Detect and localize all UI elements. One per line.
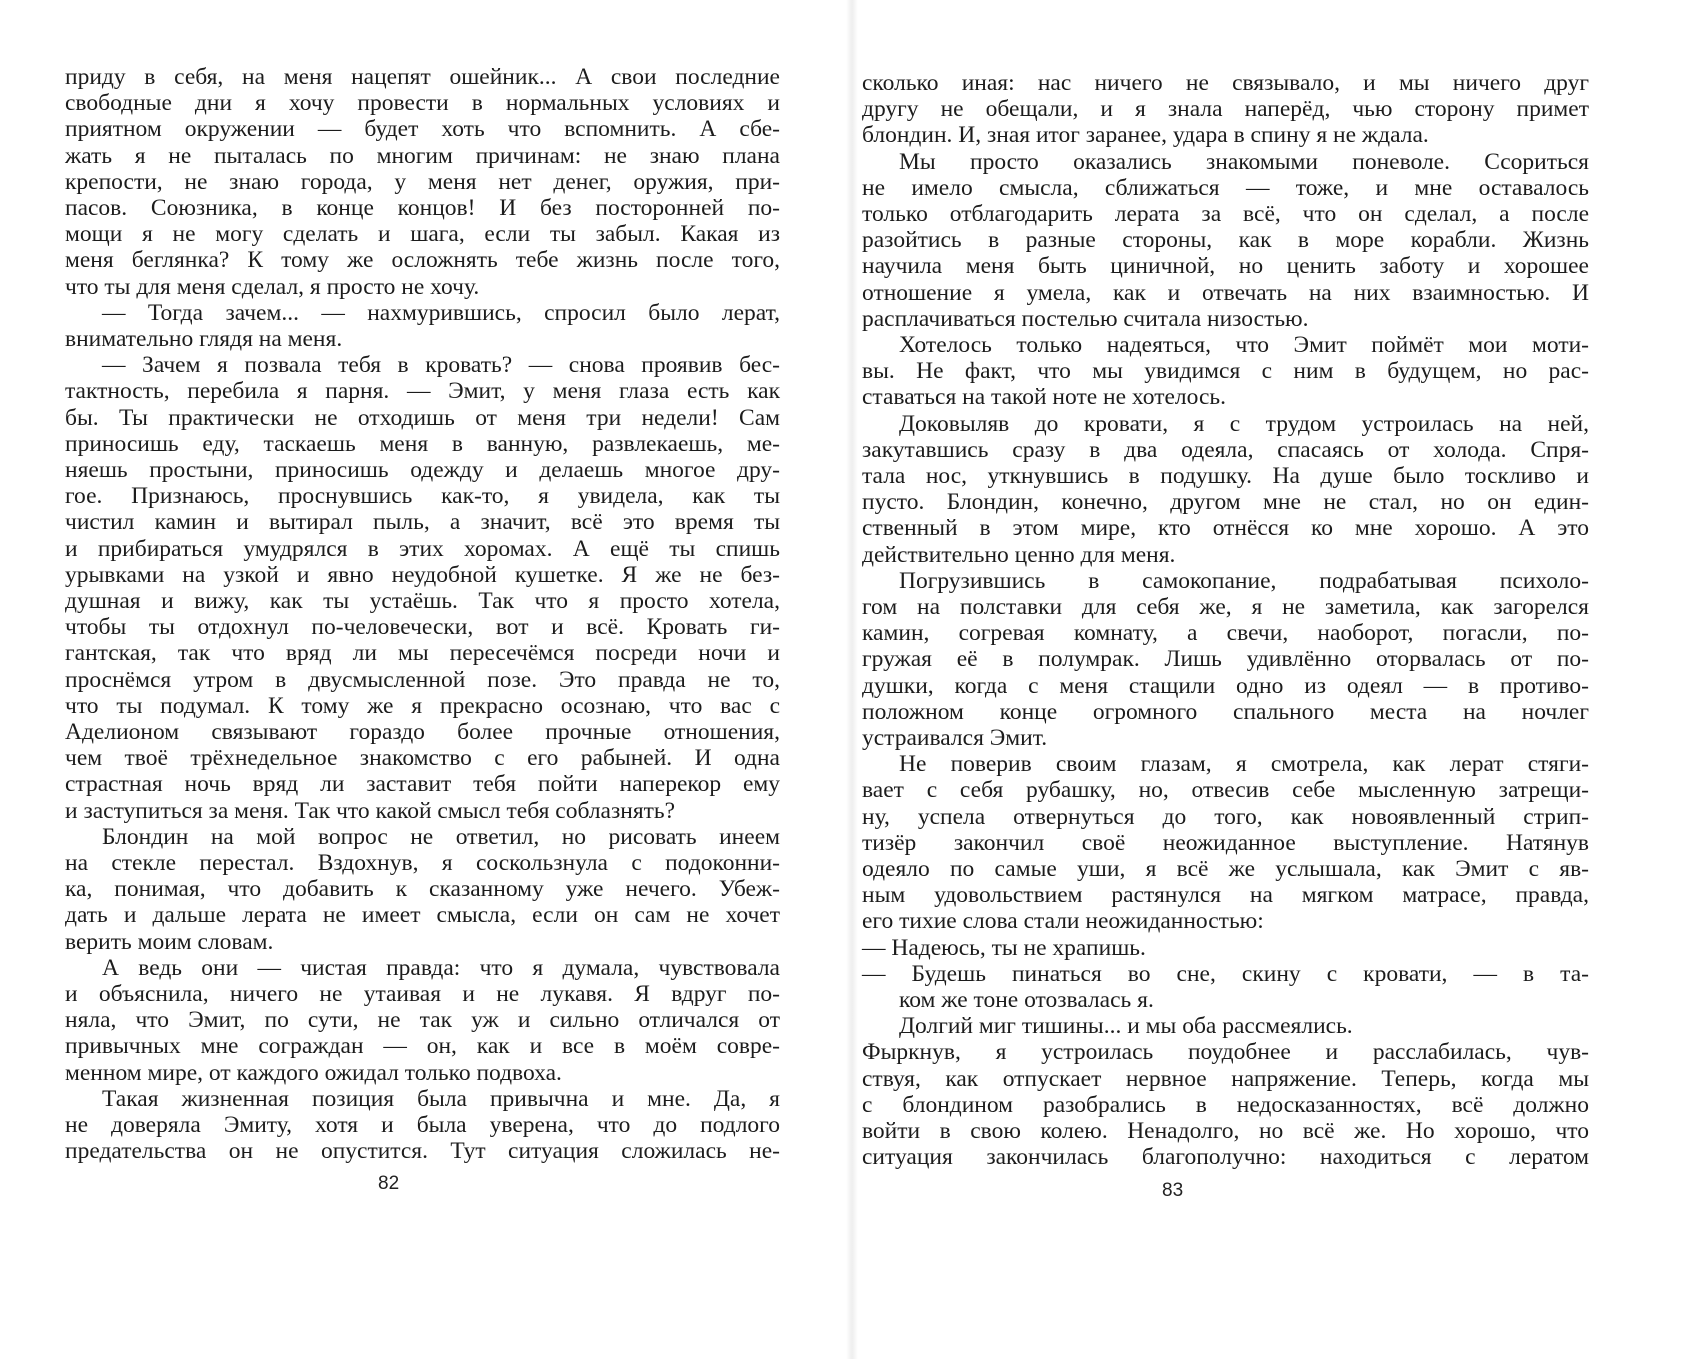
text-line: Хотелось только надеяться, что Эмит поймёт мои моти-	[899, 332, 1589, 358]
text-line: что ты подумал. К тому же я прекрасно осознаю, что вас с	[65, 692, 780, 719]
text-line: разойтись в разные стороны, как в море корабли. Жизнь	[862, 227, 1589, 254]
text-line: привычных мне сограждан — он, как и все в моём совре-	[65, 1033, 780, 1060]
text-line: и прибираться умудрялся в этих хоромах. А ещё ты спишь	[65, 535, 780, 562]
text-line: бы. Ты практически не отходишь от меня три недели! Сам	[65, 404, 780, 431]
text-line: не имело смысла, сближаться — тоже, и мне оставалось	[862, 174, 1589, 201]
text-line: гружая её в полумрак. Лишь удивлённо оторвалась от по-	[862, 646, 1589, 673]
text-line: ка, понимая, что добавить к сказанному уже нечего. Убеж-	[65, 876, 780, 903]
text-line: ситуация закончилась благополучно: находиться с лератом	[862, 1144, 1589, 1171]
text-line: — Надеюсь, ты не храпишь.	[862, 934, 1146, 961]
text-line: крепости, не знаю города, у меня нет денег, оружия, при-	[65, 168, 780, 195]
text-line: и заступиться за меня. Так что какой смысл тебя соблазнять?	[65, 797, 676, 824]
text-line: Не поверив своим глазам, я смотрела, как лерат стяги-	[899, 751, 1589, 778]
text-line: закутавшись сразу в два одеяла, спасаясь от холода. Спря-	[862, 436, 1589, 463]
text-line: Доковыляв до кровати, я с трудом устроилась на ней,	[899, 410, 1589, 437]
text-line: А ведь они — чистая правда: что я думала, чувствовала	[102, 954, 780, 981]
text-line: няла, что Эмит, по сути, не так уж и сильно отличался от	[65, 1007, 780, 1034]
text-line: гом на полставки для себя же, я не заметила, как загорелся	[862, 594, 1589, 620]
right-page	[852, 0, 1704, 1359]
text-line: приду в себя, на меня нацепят ошейник... А свои последние	[65, 64, 780, 90]
text-line: душки, когда с меня стащили одно из одеял — в противо-	[862, 672, 1589, 699]
text-line: ственный в этом мире, кто отнёсся ко мне хорошо. А это	[862, 515, 1589, 542]
text-line: чтобы ты отдохнул по-человечески, вот и всё. Кровать ги-	[65, 614, 780, 641]
text-line: и объяснила, ничего не утаивая и не лукавя. Я вдруг по-	[65, 981, 780, 1007]
text-line: дать и дальше лерата не имеет смысла, если он сам не хочет	[65, 902, 780, 929]
text-line: на стекле перестал. Вздохнув, я соскользнула с подоконни-	[65, 850, 780, 876]
text-line: няешь простыни, приносишь одежду и делаешь многое дру-	[65, 457, 780, 483]
text-line: вает с себя рубашку, но, отвесив себе мысленную затрещи-	[862, 777, 1589, 804]
text-line: ствуя, как отпускает нервное напряжение. Теперь, когда мы	[862, 1065, 1589, 1092]
text-line: с блондином разобрались в недосказанностях, всё должно	[862, 1091, 1589, 1118]
text-line: отношение я умела, как и отвечать на них взаимностью. И	[862, 279, 1589, 306]
text-line: тала нос, уткнувшись в подушку. На душе было тоскливо и	[862, 463, 1589, 489]
text-line: только отблагодарить лерата за всё, что он сделал, а после	[862, 201, 1589, 227]
text-line: пасов. Союзника, в конце концов! И без посторонней по-	[65, 195, 780, 221]
page-number: 83	[1162, 1180, 1184, 1201]
text-line: устраивался Эмит.	[862, 725, 1048, 751]
text-line: гое. Признаюсь, проснувшись как-то, я увидела, как ты	[65, 483, 780, 510]
text-line: вы. Не факт, что мы увидимся с ним в будущем, но рас-	[862, 358, 1589, 385]
text-line: — Тогда зачем... — нахмурившись, спросил было лерат,	[102, 299, 780, 326]
text-line: — Зачем я позвала тебя в кровать? — снова проявив бес-	[102, 352, 780, 379]
text-line: внимательно глядя на меня.	[65, 326, 343, 352]
text-line: гантская, так что вряд ли мы пересечёмся посреди ночи и	[65, 640, 780, 667]
text-line: войти в свою колею. Ненадолго, но всё же. Но хорошо, что	[862, 1118, 1589, 1144]
text-line: душная и вижу, как ты устаёшь. Так что я просто хотела,	[65, 588, 780, 614]
text-line: сколько иная: нас ничего не связывало, и мы ничего друг	[862, 70, 1589, 96]
text-line: Погрузившись в самокопание, подрабатывая психоло-	[899, 567, 1589, 594]
text-line: Фыркнув, я устроилась поудобнее и расслабилась, чув-	[862, 1039, 1589, 1066]
text-line: урывками на узкой и явно неудобной кушетке. Я же не без-	[65, 561, 780, 588]
text-line: тизёр закончил своё неожиданное выступление. Натянув	[862, 829, 1589, 856]
text-line: Долгий миг тишины... и мы оба рассмеялись.	[899, 1013, 1353, 1040]
text-line: проснёмся утром в двусмысленной позе. Это правда не то,	[65, 666, 780, 693]
text-line: другу не обещали, и я знала наперёд, чью сторону примет	[862, 96, 1589, 123]
text-line: жать я не пыталась по многим причинам: не знаю плана	[65, 142, 780, 169]
text-line: действительно ценно для меня.	[862, 541, 1176, 568]
text-line: меня беглянка? К тому же осложнять тебе жизнь после того,	[65, 247, 780, 274]
text-line: верить моим словам.	[65, 928, 274, 955]
text-line: приятном окружении — будет хоть что вспомнить. А сбе-	[65, 116, 780, 143]
page-number: 82	[378, 1173, 400, 1194]
text-line: страстная ночь вряд ли заставит тебя пойти наперекор ему	[65, 771, 780, 798]
text-line: не доверяла Эмиту, хотя и была уверена, что до подлого	[65, 1112, 780, 1138]
text-line: менном мире, от каждого ожидал только подвоха.	[65, 1059, 562, 1086]
text-line: камин, согревая комнату, а свечи, наоборот, погасли, по-	[862, 620, 1589, 647]
text-line: блондин. И, зная итог заранее, удара в спину я не ждала.	[862, 122, 1429, 149]
text-line: приносишь еду, таскаешь меня в ванную, развлекаешь, ме-	[65, 430, 780, 457]
text-line: одеяло по самые уши, я всё же услышала, как Эмит с яв-	[862, 856, 1589, 882]
text-line: Такая жизненная позиция была привычна и мне. Да, я	[102, 1085, 780, 1112]
text-line: ным удовольствием растянулся на мягком матрасе, правда,	[862, 882, 1589, 909]
text-line: ну, успела отвернуться до того, как новоявленный стрип-	[862, 803, 1589, 830]
text-line: мощи я не могу сделать и шага, если ты забыл. Какая из	[65, 221, 780, 248]
text-line: чем твоё трёхнедельное знакомство с его рабыней. И одна	[65, 745, 780, 772]
text-line: тактность, перебила я парня. — Эмит, у меня глаза есть как	[65, 378, 780, 405]
text-line: Мы просто оказались знакомыми поневоле. Ссориться	[899, 148, 1589, 175]
text-line: чистил камин и вытирал пыль, а значит, всё это время ты	[65, 509, 780, 536]
text-line: ставаться на такой ноте не хотелось.	[862, 384, 1226, 411]
text-line: положном конце огромного спального места на ночлег	[862, 698, 1589, 725]
text-line: научила меня быть циничной, но ценить заботу и хорошее	[862, 253, 1589, 280]
text-line: пусто. Блондин, конечно, другом мне не стал, но он един-	[862, 489, 1589, 516]
text-line: его тихие слова стали неожиданностью:	[862, 908, 1264, 935]
text-line: ком же тоне отозвалась я.	[899, 987, 1154, 1013]
text-line: Блондин на мой вопрос не ответил, но рисовать инеем	[102, 823, 780, 850]
text-line: Аделионом связывают гораздо более прочные отношения,	[65, 719, 780, 745]
text-line: — Будешь пинаться во сне, скину с кровати, — в та-	[862, 960, 1589, 987]
text-line: свободные дни я хочу провести в нормальных условиях и	[65, 90, 780, 117]
text-line: расплачиваться постелью считала низостью.	[862, 305, 1309, 332]
text-line: что ты для меня сделал, я просто не хочу.	[65, 273, 480, 300]
text-line: предательства он не опустится. Тут ситуация сложилась не-	[65, 1138, 780, 1165]
